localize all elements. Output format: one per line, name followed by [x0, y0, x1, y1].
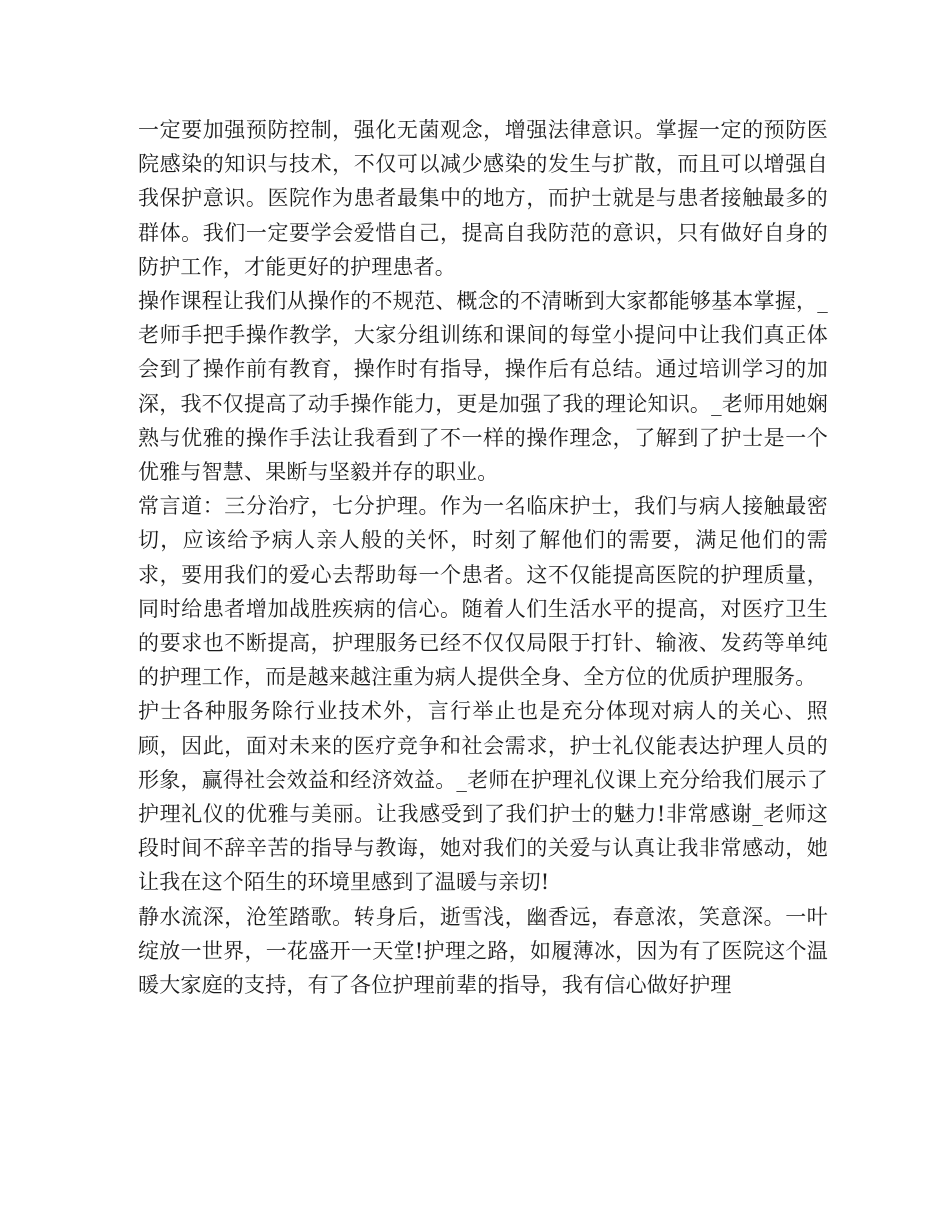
paragraph-clinical-care: 常言道：三分治疗，七分护理。作为一名临床护士，我们与病人接触最密切，应该给予病人亲人般的关怀，时刻了解他们的需要，满足他们的需求，要用我们的爱心去帮助每一个患者。这不仅能提高医院的护理质量，同时给患者增加战胜疾病的信心。随着人们生活水平的提高，对医疗卫生的要求也不断提高，护理服务已经不仅仅局限于打针、输液、发药等单纯的护理工作，而是越来越注重为病人提供全身、全方位的优质护理服务。	[138, 494, 828, 690]
paragraph-nursing-etiquette: 护士各种服务除行业技术外，言行举止也是充分体现对病人的关心、照顾，因此，面对未来的医疗竞争和社会需求，护士礼仪能表达护理人员的形象，赢得社会效益和经济效益。_老师在护理礼仪课上充分给我们展示了护理礼仪的优雅与美丽。让我感受到了我们护士的魅力!非常感谢_老师这段时间不辞辛苦的指导与教诲，她对我们的关爱与认真让我非常感动，她让我在这个陌生的环境里感到了温暖与亲切!	[138, 699, 828, 895]
paragraph-closing: 静水流深，沧笙踏歌。转身后，逝雪浅，幽香远，春意浓，笑意深。一叶绽放一世界，一花盛开一天堂!护理之路，如履薄冰，因为有了医院这个温暖大家庭的支持，有了各位护理前辈的指导，我有信心做好护理	[138, 904, 828, 998]
document-body	[138, 113, 828, 1002]
paragraph-operation-course: 操作课程让我们从操作的不规范、概念的不清晰到大家都能够基本掌握，_老师手把手操作教学，大家分组训练和课间的每堂小提问中让我们真正体会到了操作前有教育，操作时有指导，操作后有总结。通过培训学习的加深，我不仅提高了动手操作能力，更是加强了我的理论知识。_老师用她娴熟与优雅的操作手法让我看到了不一样的操作理念，了解到了护士是一个优雅与智慧、果断与坚毅并存的职业。	[138, 289, 828, 485]
paragraph-infection-control: 一定要加强预防控制，强化无菌观念，增强法律意识。掌握一定的预防医院感染的知识与技术，不仅可以减少感染的发生与扩散，而且可以增强自我保护意识。医院作为患者最集中的地方，而护士就是与患者接触最多的群体。我们一定要学会爱惜自己，提高自我防范的意识，只有做好自身的防护工作，才能更好的护理患者。	[138, 118, 828, 279]
